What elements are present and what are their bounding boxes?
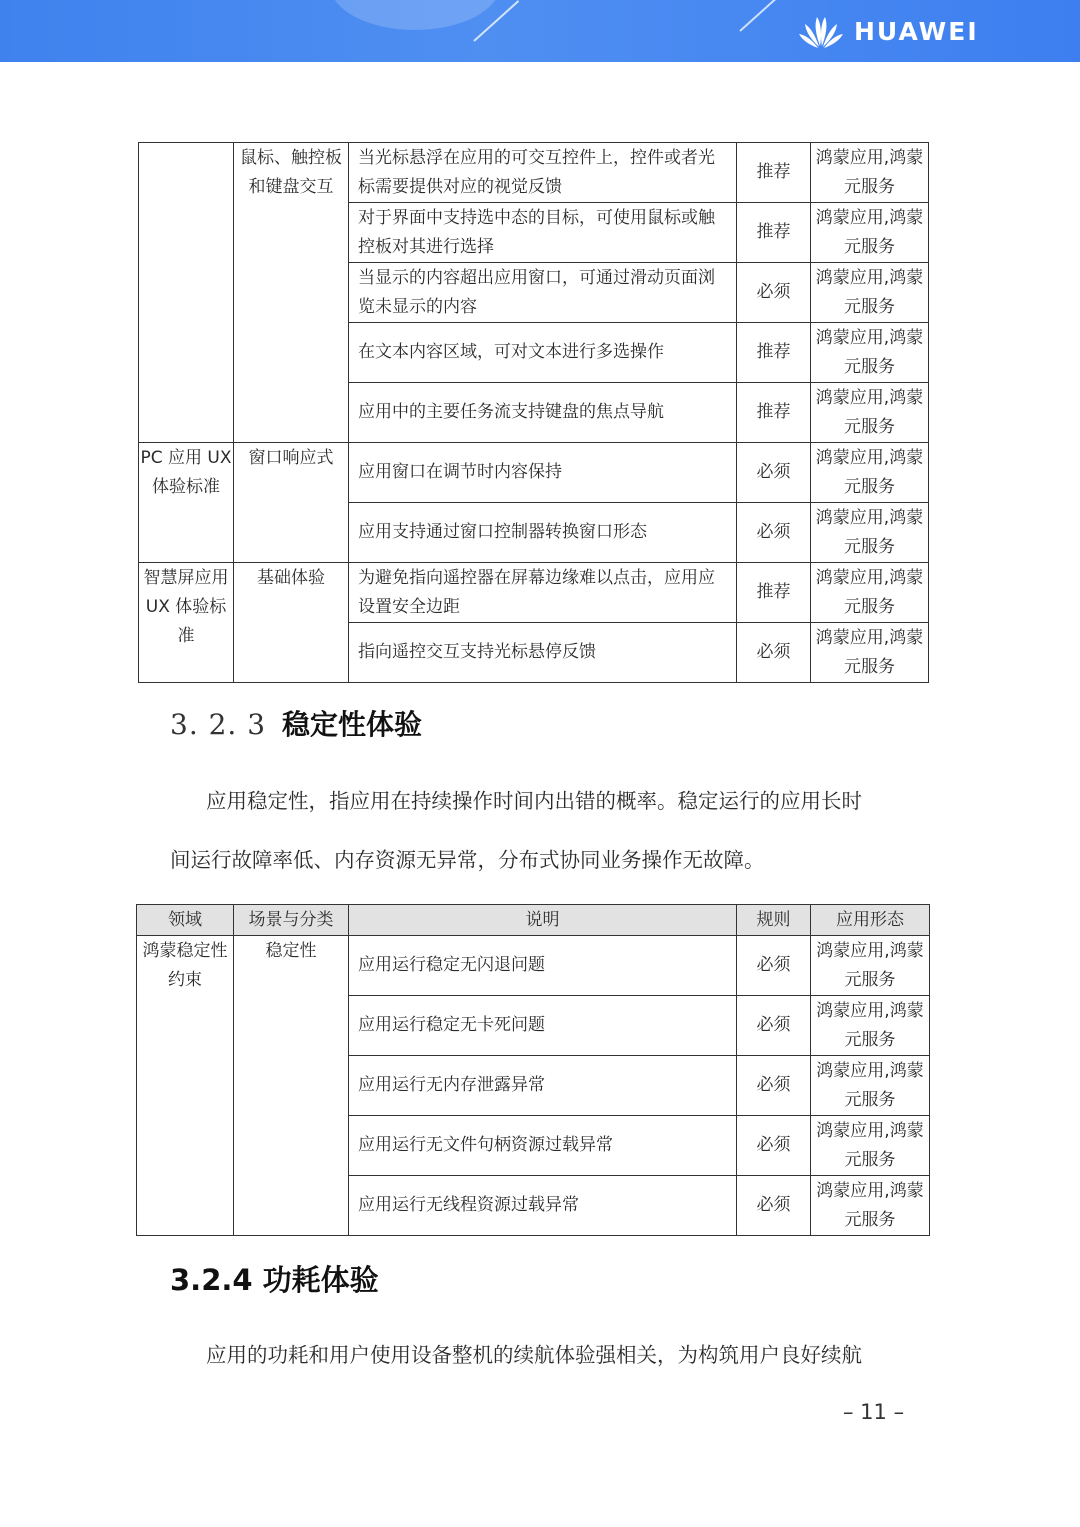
app-form-cell: 鸿蒙应用,鸿蒙元服务: [811, 996, 930, 1056]
scene-cell: 稳定性: [234, 936, 349, 1236]
app-form-cell: 鸿蒙应用,鸿蒙元服务: [811, 936, 930, 996]
description-cell: 应用窗口在调节时内容保持: [349, 443, 737, 503]
domain-cell-empty: [139, 143, 234, 443]
huawei-flower-icon: [796, 13, 846, 49]
scene-cell: 鼠标、触控板和键盘交互: [234, 143, 349, 443]
rule-cell: 必须: [737, 1116, 811, 1176]
rule-cell: 必须: [737, 623, 811, 683]
app-form-cell: 鸿蒙应用,鸿蒙元服务: [811, 563, 929, 623]
domain-cell: PC 应用 UX 体验标准: [139, 443, 234, 563]
domain-cell: 智慧屏应用 UX 体验标准: [139, 563, 234, 683]
app-form-cell: 鸿蒙应用,鸿蒙元服务: [811, 323, 929, 383]
app-form-cell: 鸿蒙应用,鸿蒙元服务: [811, 1056, 930, 1116]
header-decoration: [330, 0, 500, 30]
brand-name: HUAWEI: [854, 16, 979, 46]
app-form-cell: 鸿蒙应用,鸿蒙元服务: [811, 383, 929, 443]
stability-table: [136, 904, 930, 1236]
huawei-logo: [796, 13, 979, 49]
header-description: 说明: [349, 905, 737, 936]
description-cell: 应用运行无内存泄露异常: [349, 1056, 737, 1116]
description-cell: 为避免指向遥控器在屏幕边缘难以点击，应用应设置安全边距: [349, 563, 737, 623]
scene-cell: 窗口响应式: [234, 443, 349, 563]
description-cell: 当光标悬浮在应用的可交互控件上，控件或者光标需要提供对应的视觉反馈: [349, 143, 737, 203]
paragraph-line: 间运行故障率低、内存资源无异常，分布式协同业务操作无故障。: [170, 848, 765, 872]
scene-cell: 基础体验: [234, 563, 349, 683]
rule-cell: 必须: [737, 936, 811, 996]
header-bar: [0, 0, 1080, 62]
rule-cell: 必须: [737, 263, 811, 323]
page-number: – 11 –: [843, 1400, 905, 1424]
section-number: 3. 2. 3: [170, 708, 267, 741]
app-form-cell: 鸿蒙应用,鸿蒙元服务: [811, 503, 929, 563]
description-cell: 应用运行稳定无卡死问题: [349, 996, 737, 1056]
description-cell: 应用支持通过窗口控制器转换窗口形态: [349, 503, 737, 563]
paragraph-line: 应用稳定性，指应用在持续操作时间内出错的概率。稳定运行的应用长时: [206, 789, 862, 813]
rule-cell: 推荐: [737, 383, 811, 443]
description-cell: 指向遥控交互支持光标悬停反馈: [349, 623, 737, 683]
section-title: 稳定性体验: [282, 708, 423, 741]
description-cell: 应用中的主要任务流支持键盘的焦点导航: [349, 383, 737, 443]
app-form-cell: 鸿蒙应用,鸿蒙元服务: [811, 1176, 930, 1236]
description-cell: 对于界面中支持选中态的目标，可使用鼠标或触控板对其进行选择: [349, 203, 737, 263]
header-rule: 规则: [737, 905, 811, 936]
section-heading-stability: [170, 705, 422, 745]
rule-cell: 推荐: [737, 143, 811, 203]
rule-cell: 必须: [737, 1176, 811, 1236]
header-scene: 场景与分类: [234, 905, 349, 936]
description-cell: 应用运行无线程资源过载异常: [349, 1176, 737, 1236]
app-form-cell: 鸿蒙应用,鸿蒙元服务: [811, 143, 929, 203]
header-app-form: 应用形态: [811, 905, 930, 936]
app-form-cell: 鸿蒙应用,鸿蒙元服务: [811, 263, 929, 323]
paragraph-line: 应用的功耗和用户使用设备整机的续航体验强相关，为构筑用户良好续航: [206, 1343, 862, 1367]
description-cell: 应用运行无文件句柄资源过载异常: [349, 1116, 737, 1176]
ux-standards-table: [138, 142, 929, 683]
app-form-cell: 鸿蒙应用,鸿蒙元服务: [811, 1116, 930, 1176]
domain-cell: 鸿蒙稳定性约束: [137, 936, 234, 1236]
description-cell: 应用运行稳定无闪退问题: [349, 936, 737, 996]
description-cell: 当显示的内容超出应用窗口，可通过滑动页面浏览未显示的内容: [349, 263, 737, 323]
rule-cell: 必须: [737, 996, 811, 1056]
rule-cell: 必须: [737, 1056, 811, 1116]
app-form-cell: 鸿蒙应用,鸿蒙元服务: [811, 203, 929, 263]
rule-cell: 推荐: [737, 563, 811, 623]
app-form-cell: 鸿蒙应用,鸿蒙元服务: [811, 443, 929, 503]
section-heading-power: 3.2.4 功耗体验: [170, 1263, 379, 1297]
rule-cell: 推荐: [737, 203, 811, 263]
rule-cell: 必须: [737, 443, 811, 503]
header-domain: 领域: [137, 905, 234, 936]
app-form-cell: 鸿蒙应用,鸿蒙元服务: [811, 623, 929, 683]
rule-cell: 推荐: [737, 323, 811, 383]
header-decoration-line: [739, 0, 776, 32]
rule-cell: 必须: [737, 503, 811, 563]
description-cell: 在文本内容区域，可对文本进行多选操作: [349, 323, 737, 383]
